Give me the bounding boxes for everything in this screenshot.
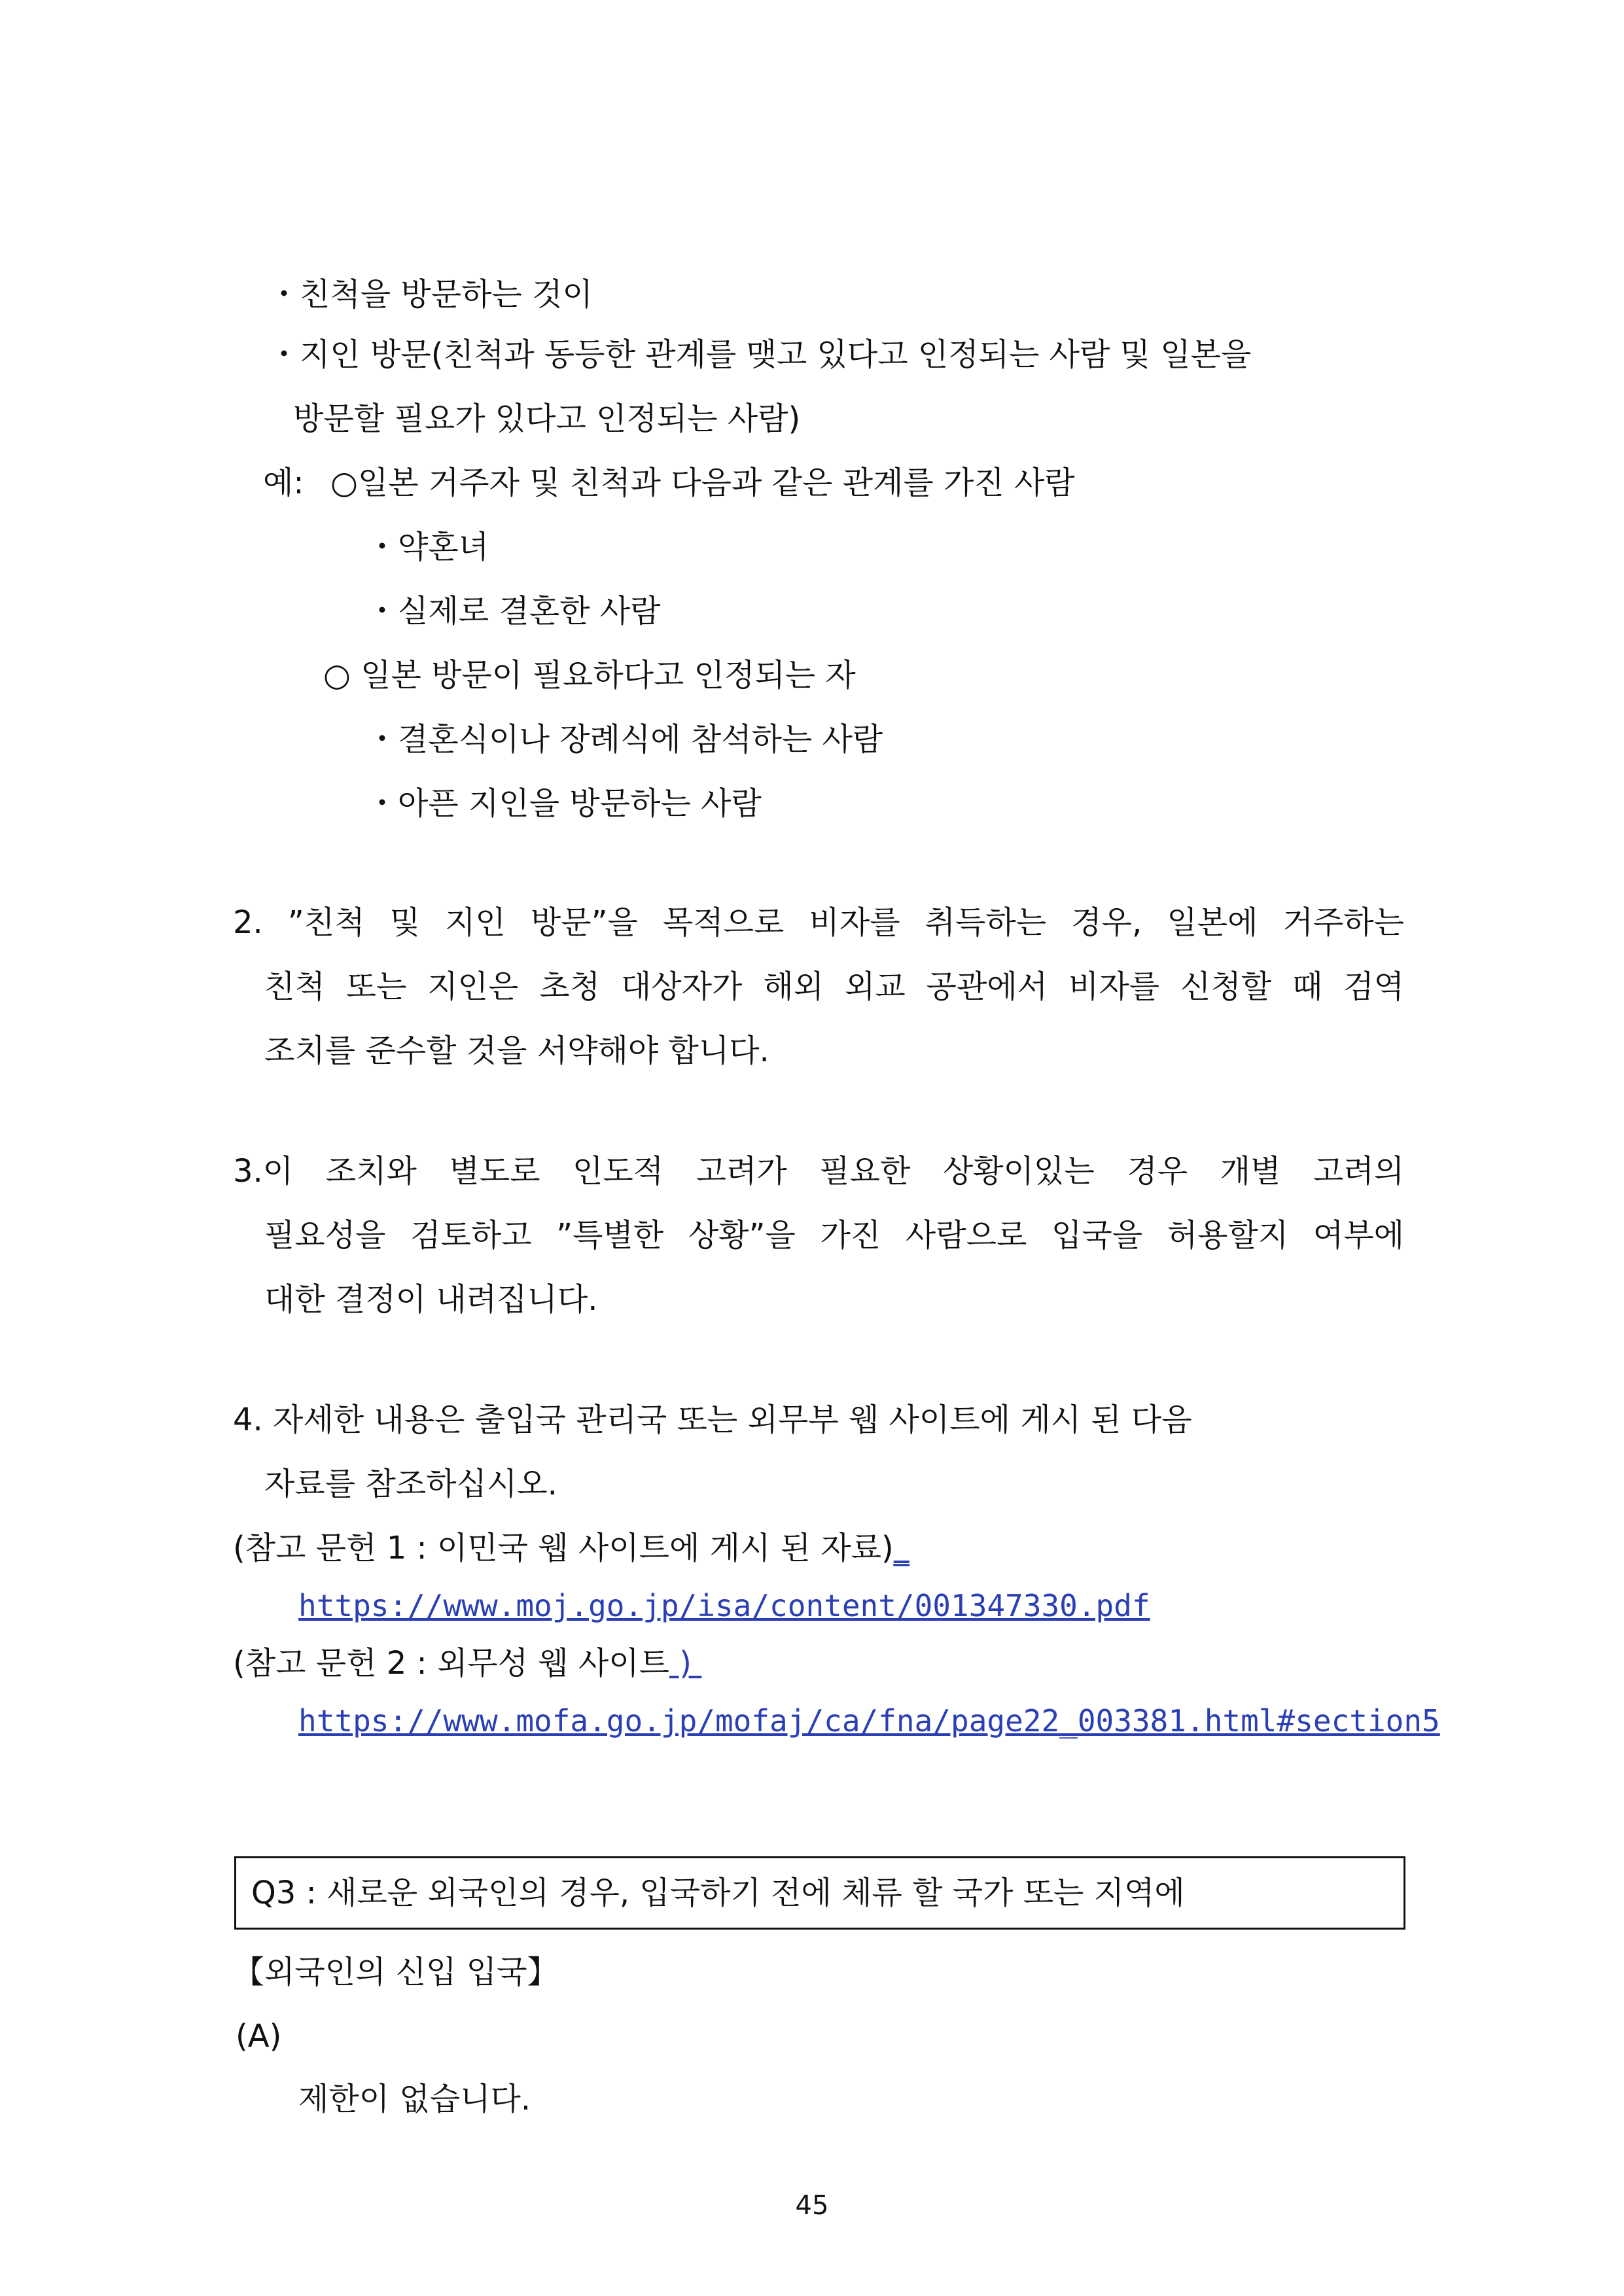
sub-item-ceremony: ・결혼식이나 장례식에 참석하는 사람 xyxy=(366,721,883,758)
answer-text: 제한이 없습니다. xyxy=(298,2081,531,2117)
sub-item-fiance: ・약혼녀 xyxy=(366,529,489,565)
bullet-acquaintance-continued: 방문할 필요가 있다고 인정되는 사람) xyxy=(293,400,801,437)
section-title: 【외국인의 신입 입국】 xyxy=(233,1954,559,1990)
item-2-line-3: 조치를 준수할 것을 서약해야 합니다. xyxy=(264,1033,769,1069)
example-prefix: 예: xyxy=(263,465,304,501)
reference-1-underline: _ xyxy=(893,1530,909,1566)
item-3-line-2: 필요성을 검토하고 ”특별한 상황”을 가진 사람으로 입국을 허용할지 여부에 xyxy=(264,1217,1404,1254)
sub-item-sick-acquaintance: ・아픈 지인을 방문하는 사람 xyxy=(366,785,762,822)
example-circle-item-2: ○ 일본 방문이 필요하다고 인정되는 자 xyxy=(323,657,856,694)
reference-2-label-text: (참고 문헌 2 : 외무성 웹 사이트 xyxy=(233,1645,670,1682)
reference-2-url-line xyxy=(298,1701,1440,1740)
page-number: 45 xyxy=(795,2191,829,2221)
reference-1-link[interactable]: https://www.moj.go.jp/isa/content/001347330.pdf xyxy=(298,1588,1150,1623)
example-circle-item-1: ○일본 거주자 및 친척과 다음과 같은 관계를 가진 사람 xyxy=(330,465,1075,501)
bullet-acquaintance: ・지인 방문(친척과 동등한 관계를 맺고 있다고 인정되는 사람 및 일본을 xyxy=(268,336,1252,373)
reference-2-underline: ) xyxy=(669,1645,702,1682)
item-2-line-1: 2. ”친척 및 지인 방문”을 목적으로 비자를 취득하는 경우, 일본에 거주하는 xyxy=(233,904,1404,941)
reference-1-label xyxy=(233,1528,909,1568)
reference-2-link[interactable]: https://www.mofa.go.jp/mofaj/ca/fna/page22_003381.html#section5 xyxy=(298,1703,1440,1739)
bullet-relatives: ・친척을 방문하는 것이 xyxy=(268,276,593,313)
reference-2-label xyxy=(233,1644,701,1683)
item-3-line-3: 대한 결정이 내려집니다. xyxy=(264,1281,598,1318)
item-4-line-2: 자료를 참조하십시오. xyxy=(264,1466,557,1502)
question-q3: Q3 : 새로운 외국인의 경우, 입국하기 전에 체류 할 국가 또는 지역에 xyxy=(251,1875,1185,1911)
reference-1-url-line xyxy=(298,1586,1150,1625)
sub-item-married: ・실제로 결혼한 사람 xyxy=(366,593,661,629)
reference-1-label-text: (참고 문헌 1 : 이민국 웹 사이트에 게시 된 자료) xyxy=(233,1530,894,1566)
item-4-line-1: 4. 자세한 내용은 출입국 관리국 또는 외무부 웹 사이트에 게시 된 다음 xyxy=(233,1402,1192,1438)
answer-label: (A) xyxy=(236,2018,282,2055)
item-3-line-1: 3.이 조치와 별도로 인도적 고려가 필요한 상황이있는 경우 개별 고려의 xyxy=(233,1153,1404,1190)
item-2-line-2: 친척 또는 지인은 초청 대상자가 해외 외교 공관에서 비자를 신청할 때 검역 xyxy=(264,968,1404,1005)
